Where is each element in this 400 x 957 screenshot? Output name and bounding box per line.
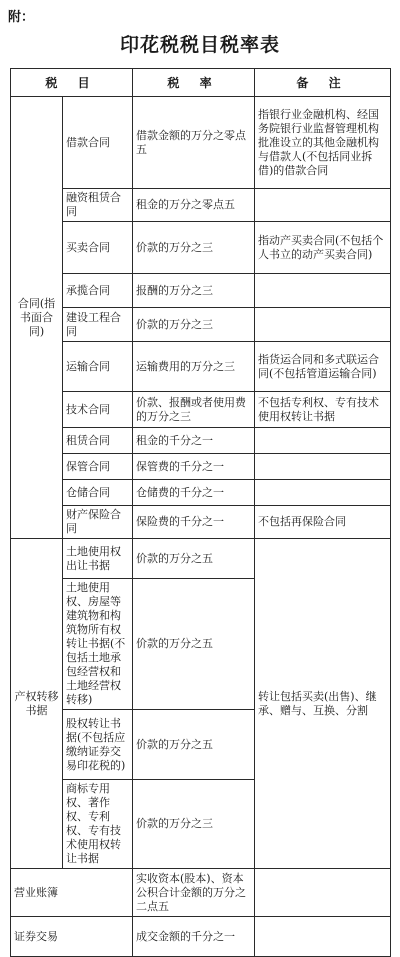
row-item: 保管合同 [63, 454, 133, 480]
table-row [11, 480, 391, 506]
row-rate: 价款的万分之三 [133, 308, 255, 342]
header-rate: 税 率 [133, 69, 255, 97]
row-rate: 价款的万分之五 [133, 579, 255, 710]
row-remark: 转让包括买卖(出售)、继承、赠与、互换、分割 [255, 539, 391, 869]
attachment-label: 附： [8, 10, 35, 25]
table-row [11, 342, 391, 392]
group-securities: 证券交易 [11, 917, 133, 957]
row-item: 技术合同 [63, 392, 133, 428]
row-item: 承揽合同 [63, 274, 133, 308]
group-contract: 合同(指书面合同) [11, 97, 63, 539]
row-item: 借款合同 [63, 97, 133, 189]
table-row [11, 506, 391, 539]
table-row [11, 917, 391, 957]
row-rate: 价款的万分之五 [133, 539, 255, 579]
header-item: 税 目 [11, 69, 133, 97]
row-remark: 指银行业金融机构、经国务院银行业监督管理机构批准设立的其他金融机构与借款人(不包括同业拆借)的借款合同 [255, 97, 391, 189]
row-rate: 借款金额的万分之零点五 [133, 97, 255, 189]
row-remark [255, 917, 391, 957]
table-row [11, 392, 391, 428]
row-item: 财产保险合同 [63, 506, 133, 539]
table-row [11, 869, 391, 917]
row-remark [255, 869, 391, 917]
row-remark [255, 454, 391, 480]
row-remark: 指动产买卖合同(不包括个人书立的动产买卖合同) [255, 222, 391, 274]
table-row [11, 539, 391, 579]
row-item: 建设工程合同 [63, 308, 133, 342]
row-rate: 保险费的千分之一 [133, 506, 255, 539]
row-rate: 价款、报酬或者使用费的万分之三 [133, 392, 255, 428]
row-rate: 实收资本(股本)、资本公积合计金额的万分之二点五 [133, 869, 255, 917]
row-rate: 保管费的千分之一 [133, 454, 255, 480]
row-remark: 不包括再保险合同 [255, 506, 391, 539]
table-row [11, 308, 391, 342]
row-item: 股权转让书据(不包括应缴纳证券交易印花税的) [63, 710, 133, 780]
row-remark [255, 428, 391, 454]
row-remark: 不包括专利权、专有技术使用权转让书据 [255, 392, 391, 428]
row-rate: 报酬的万分之三 [133, 274, 255, 308]
row-rate: 价款的万分之三 [133, 222, 255, 274]
group-ledger: 营业账簿 [11, 869, 133, 917]
table-row [11, 97, 391, 189]
row-rate: 仓储费的千分之一 [133, 480, 255, 506]
row-rate: 价款的万分之三 [133, 780, 255, 869]
row-rate: 租金的万分之零点五 [133, 189, 255, 222]
row-remark [255, 480, 391, 506]
row-item: 土地使用权出让书据 [63, 539, 133, 579]
row-rate: 运输费用的万分之三 [133, 342, 255, 392]
row-rate: 价款的万分之五 [133, 710, 255, 780]
row-item: 租赁合同 [63, 428, 133, 454]
row-rate: 成交金额的千分之一 [133, 917, 255, 957]
table-row [11, 454, 391, 480]
row-item: 融资租赁合同 [63, 189, 133, 222]
row-remark [255, 274, 391, 308]
table-header-row [11, 69, 391, 97]
row-remark [255, 189, 391, 222]
group-property: 产权转移书据 [11, 539, 63, 869]
table-row [11, 189, 391, 222]
row-rate: 租金的千分之一 [133, 428, 255, 454]
row-item: 买卖合同 [63, 222, 133, 274]
row-remark: 指货运合同和多式联运合同(不包括管道运输合同) [255, 342, 391, 392]
row-item: 商标专用权、著作权、专利权、专有技术使用权转让书据 [63, 780, 133, 869]
row-item: 土地使用权、房屋等建筑物和构筑物所有权转让书据(不包括土地承包经营权和土地经营权转移) [63, 579, 133, 710]
row-remark [255, 308, 391, 342]
table-row [11, 428, 391, 454]
header-remark: 备 注 [255, 69, 391, 97]
row-item: 仓储合同 [63, 480, 133, 506]
table-row [11, 222, 391, 274]
tax-rate-table [10, 68, 391, 957]
row-item: 运输合同 [63, 342, 133, 392]
table-row [11, 274, 391, 308]
page-title: 印花税税目税率表 [119, 34, 280, 56]
